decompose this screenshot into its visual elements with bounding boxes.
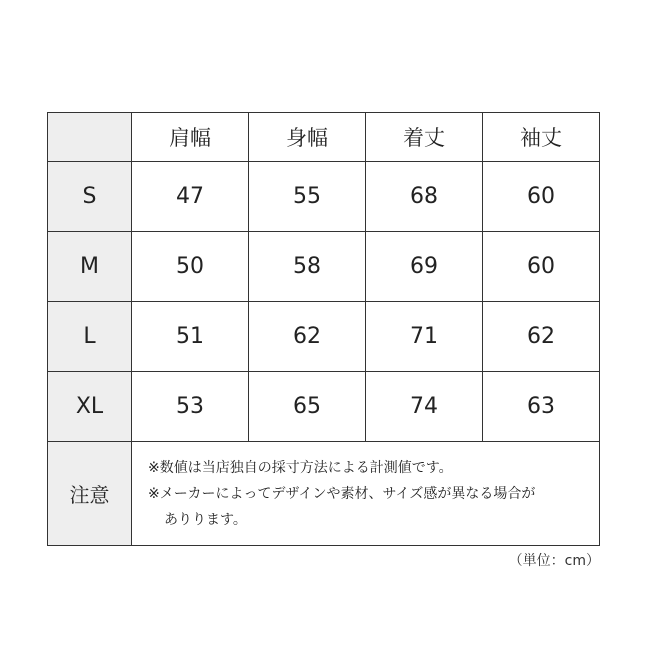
notes-row: [48, 442, 600, 546]
table-cell: 53: [132, 372, 249, 442]
note-line: ※数値は当店独自の採寸方法による計測値です。: [148, 459, 453, 476]
header-sleeve-length: 袖丈: [483, 113, 600, 162]
size-label: XL: [48, 372, 132, 442]
table-cell: 58: [249, 232, 366, 302]
table-cell: 62: [249, 302, 366, 372]
table-cell: 74: [366, 372, 483, 442]
size-chart-table: [47, 112, 600, 546]
header-row: [48, 113, 600, 162]
note-line: ありります。: [164, 511, 247, 528]
table-cell: 65: [249, 372, 366, 442]
table-cell: 47: [132, 162, 249, 232]
table-cell: 63: [483, 372, 600, 442]
table-cell: 68: [366, 162, 483, 232]
table-row: [48, 162, 600, 232]
table-row: [48, 372, 600, 442]
table-cell: 71: [366, 302, 483, 372]
table-cell: 60: [483, 232, 600, 302]
table-cell: 55: [249, 162, 366, 232]
table-row: [48, 302, 600, 372]
header-body-width: 身幅: [249, 113, 366, 162]
table-cell: 51: [132, 302, 249, 372]
header-shoulder-width: 肩幅: [132, 113, 249, 162]
note-line: ※メーカーによってデザインや素材、サイズ感が異なる場合が: [148, 485, 536, 502]
unit-label: （単位：cm）: [508, 553, 600, 569]
table-row: [48, 232, 600, 302]
header-length: 着丈: [366, 113, 483, 162]
size-label: L: [48, 302, 132, 372]
table-cell: 62: [483, 302, 600, 372]
table-cell: 69: [366, 232, 483, 302]
header-corner: [48, 113, 132, 162]
table-cell: 60: [483, 162, 600, 232]
size-label: S: [48, 162, 132, 232]
table-cell: 50: [132, 232, 249, 302]
notes-cell: [132, 442, 600, 546]
size-label: M: [48, 232, 132, 302]
notes-label: 注意: [48, 442, 132, 546]
